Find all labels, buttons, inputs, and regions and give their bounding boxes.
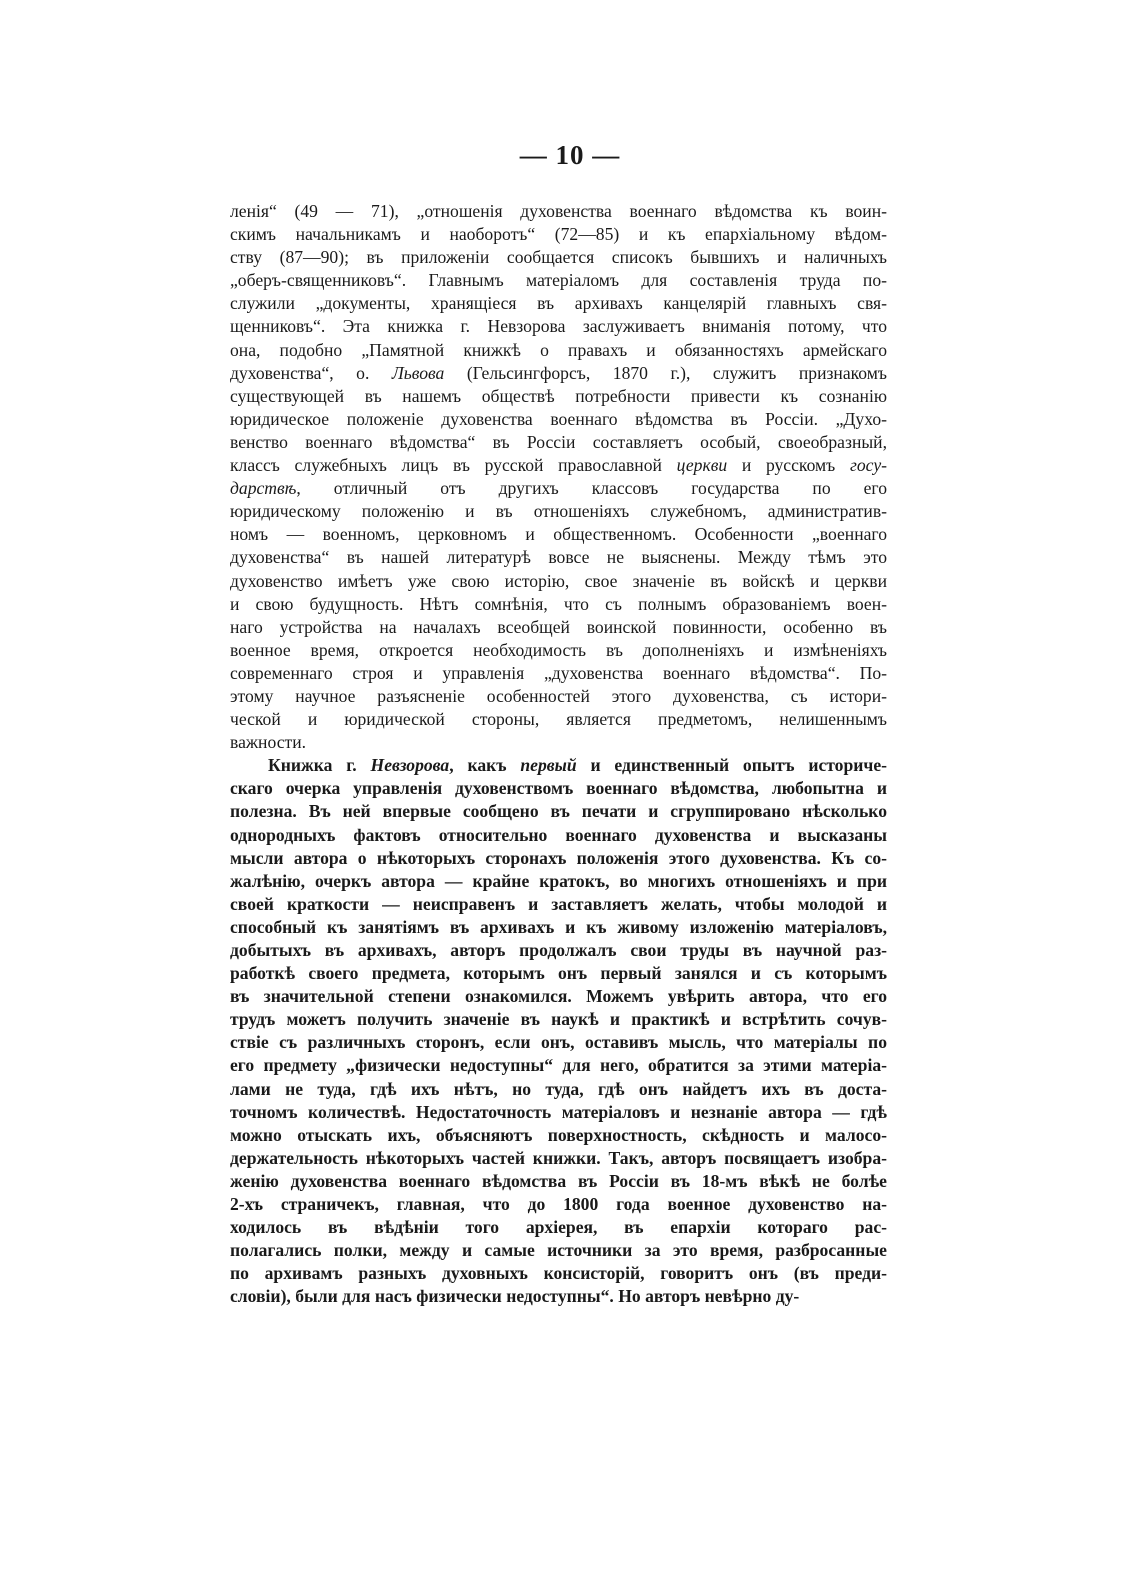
text-segment: и единственный опытъ историче-: [576, 755, 887, 776]
text-line: [230, 1031, 887, 1054]
text-segment: она, подобно „Памятной книжкѣ о правахъ и обязанностяхъ армейскаго: [230, 339, 887, 360]
text-line: [230, 639, 887, 662]
text-segment: военное время, откроется необходимость въ дополненіяхъ и измѣненіяхъ: [230, 639, 887, 660]
text-segment: способный къ занятіямъ въ архивахъ и къ живому изложенію матеріаловъ,: [230, 916, 887, 937]
text-segment: трудъ можетъ получить значеніе въ наукѣ и практикѣ и встрѣтить сочув-: [230, 1009, 887, 1030]
text-segment: и свою будущность. Нѣтъ сомнѣнія, что съ полнымъ образованіемъ воен-: [230, 593, 887, 614]
text-segment: „оберъ-священниковъ“. Главнымъ матеріаломъ для составленія труда по-: [230, 270, 887, 291]
text-line: [230, 1170, 887, 1193]
text-segment: , отличный отъ другихъ классовъ государства по его: [296, 478, 887, 499]
text-line: [230, 616, 887, 639]
text-line: [230, 292, 887, 315]
text-line: [230, 777, 887, 800]
text-line: [230, 1008, 887, 1031]
text-line: [230, 1193, 887, 1216]
text-line: [230, 685, 887, 708]
text-segment: скаго очерка управленія духовенствомъ военнаго вѣдомства, любопытна и: [230, 778, 887, 799]
text-line: [230, 916, 887, 939]
italic-text: дарствѣ: [230, 478, 297, 499]
text-segment: скимъ начальникамъ и наоборотъ“ (72—85) и къ епархіальному вѣдом-: [230, 224, 887, 245]
text-segment: ческой и юридической стороны, является предметомъ, нелишеннымъ: [230, 709, 887, 730]
text-segment: классъ служебныхъ лицъ въ русской православной: [230, 455, 677, 476]
text-segment: Книжка г.: [268, 755, 371, 776]
text-line: [230, 824, 887, 847]
text-segment: женію духовенства военнаго вѣдомства въ Россіи въ 18-мъ вѣкѣ не болѣе: [230, 1170, 887, 1191]
text-block: [230, 200, 887, 1309]
text-segment: юридическое положеніе духовенства военнаго вѣдомства въ Россіи. „Духо-: [230, 408, 887, 429]
text-segment: въ значительной степени ознакомился. Можемъ увѣрить автора, что его: [230, 986, 887, 1007]
text-line: [230, 662, 887, 685]
text-segment: держательность нѣкоторыхъ частей книжки. Такъ, авторъ посвящаетъ изобра-: [230, 1147, 887, 1168]
italic-text: госу-: [849, 455, 887, 476]
text-line: [230, 593, 887, 616]
text-line: [230, 500, 887, 523]
text-line: [230, 985, 887, 1008]
text-segment: этому научное разъясненіе особенностей этого духовенства, съ истори-: [230, 685, 887, 706]
text-segment: полагались полки, между и самые источники за это время, разбросанные: [230, 1240, 887, 1261]
text-line: [230, 570, 887, 593]
text-line: [230, 385, 887, 408]
text-segment: полезна. Въ ней впервые сообщено въ печати и сгруппировано нѣсколько: [230, 801, 887, 822]
text-segment: важности.: [230, 732, 307, 753]
text-segment: духовенство имѣетъ уже свою исторію, свое значеніе въ войскѣ и церкви: [230, 570, 887, 591]
text-segment: ходилось въ вѣдѣніи того архіерея, въ епархіи котораго рас-: [230, 1217, 887, 1238]
text-line: [230, 1147, 887, 1170]
text-segment: 2-хъ страничекъ, главная, что до 1800 года военное духовенство на-: [230, 1194, 887, 1215]
text-segment: современнаго строя и управленія „духовенства военнаго вѣдомства“. По-: [230, 662, 887, 683]
text-segment: ству (87—90); въ приложеніи сообщается списокъ бывшихъ и наличныхъ: [230, 247, 887, 268]
text-segment: работкѣ своего предмета, которымъ онъ первый занялся и съ которымъ: [230, 963, 887, 984]
text-segment: своей краткости — неисправенъ и заставляетъ желать, чтобы молодой и: [230, 893, 887, 914]
text-segment: ленія“ (49 — 71), „отношенія духовенства военнаго вѣдомства къ воин-: [230, 201, 887, 221]
text-line: [230, 754, 887, 777]
text-line: [230, 1262, 887, 1285]
text-segment: жалѣнію, очеркъ автора — крайне кратокъ, во многихъ отношеніяхъ и при: [230, 870, 887, 891]
text-line: [230, 870, 887, 893]
paragraph: [230, 754, 887, 1308]
text-segment: венство военнаго вѣдомства“ въ Россіи составляетъ особый, своеобразный,: [230, 431, 887, 452]
text-segment: его предмету „физически недоступны“ для него, обратится за этими матеріа-: [230, 1055, 887, 1076]
text-segment: по архивамъ разныхъ духовныхъ консисторій, говоритъ онъ (въ преди-: [230, 1263, 887, 1284]
text-segment: существующей въ нашемъ обществѣ потребности привести къ сознанію: [230, 385, 887, 406]
text-segment: номъ — военномъ, церковномъ и общественномъ. Особенности „военнаго: [230, 524, 887, 545]
text-line: [230, 800, 887, 823]
text-line: [230, 847, 887, 870]
text-line: [230, 431, 887, 454]
text-segment: наго устройства на началахъ всеобщей воинской повинности, особенно въ: [230, 616, 887, 637]
text-line: [230, 1101, 887, 1124]
text-segment: (Гельсингфорсъ, 1870 г.), служитъ признакомъ: [444, 362, 888, 383]
text-line: [230, 962, 887, 985]
text-segment: юридическому положенію и въ отношеніяхъ служебномъ, административ-: [230, 501, 887, 522]
text-line: [230, 200, 887, 223]
text-line: [230, 1285, 887, 1308]
text-line: [230, 1216, 887, 1239]
text-line: [230, 1078, 887, 1101]
italic-text: Невзорова: [370, 755, 450, 776]
text-segment: , какъ: [449, 755, 521, 776]
text-line: [230, 362, 887, 385]
text-line: [230, 315, 887, 338]
text-segment: можно отыскать ихъ, объясняютъ поверхностность, скѣдность и малосо-: [230, 1124, 887, 1145]
italic-text: Львова: [391, 362, 445, 383]
text-line: [230, 339, 887, 362]
text-line: [230, 223, 887, 246]
text-line: [230, 269, 887, 292]
text-segment: добытыхъ въ архивахъ, авторъ продолжалъ свои труды въ научной раз-: [230, 940, 887, 960]
text-line: [230, 408, 887, 431]
text-segment: словіи), были для насъ физически недоступны“. Но авторъ невѣрно ду-: [230, 1286, 800, 1307]
text-segment: однородныхъ фактовъ относительно военнаго духовенства и высказаны: [230, 824, 887, 845]
text-line: [230, 708, 887, 731]
text-line: [230, 893, 887, 916]
text-segment: мысли автора о нѣкоторыхъ сторонахъ положенія этого духовенства. Къ со-: [230, 847, 887, 868]
text-line: [230, 477, 887, 500]
text-line: [230, 1124, 887, 1147]
text-line: [230, 1239, 887, 1262]
text-segment: лами не туда, гдѣ ихъ нѣтъ, но туда, гдѣ онъ найдетъ ихъ въ доста-: [230, 1078, 887, 1099]
text-line: [230, 523, 887, 546]
text-segment: ствіе съ различныхъ сторонъ, если онъ, оставивъ мысль, что матеріалы по: [230, 1032, 887, 1053]
text-line: [230, 546, 887, 569]
text-segment: духовенства“ въ нашей литературѣ вовсе не выяснены. Между тѣмъ это: [230, 547, 887, 568]
italic-text: первый: [520, 755, 577, 776]
text-line: [230, 731, 887, 754]
text-segment: щенниковъ“. Эта книжка г. Невзорова заслуживаетъ вниманія потому, что: [230, 316, 887, 337]
text-segment: служили „документы, хранящіеся въ архивахъ канцелярій главныхъ свя-: [230, 293, 887, 314]
text-line: [230, 1054, 887, 1077]
text-segment: и русскомъ: [727, 455, 850, 476]
text-line: [230, 454, 887, 477]
text-line: [230, 939, 887, 962]
text-line: [230, 246, 887, 269]
text-segment: духовенства“, о.: [230, 362, 392, 383]
italic-text: церкви: [676, 455, 728, 476]
page-number: — 10 —: [519, 140, 621, 170]
text-segment: точномъ количествѣ. Недостаточность матеріаловъ и незнаніе автора — гдѣ: [230, 1101, 887, 1122]
paragraph: [230, 200, 887, 754]
